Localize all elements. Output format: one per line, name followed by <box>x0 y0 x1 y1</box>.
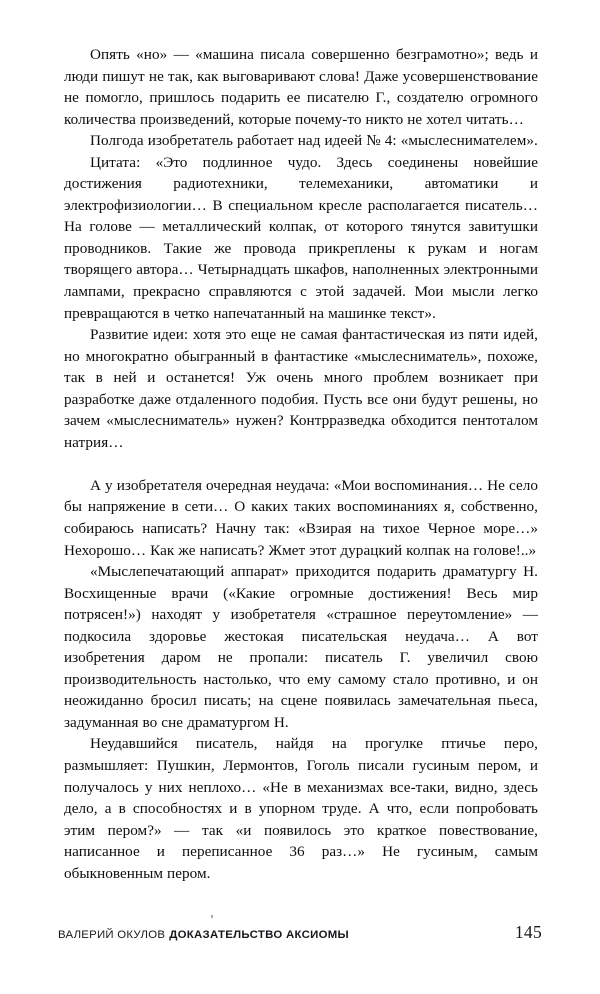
paragraph: А у изобретателя очередная неудача: «Мои воспоминания… Не село бы напряжение в сети… О каких таких воспоминаниях я, собственно, собираюсь написать? Начну так: «Взирая на тихое Черное море…» Нехорошо… Как же написать? Жмет этот дурацкий колпак на голове!..» <box>64 476 538 559</box>
paragraph: Развитие идеи: хотя это еще не самая фантастическая из пяти идей, но многократно обыгранный в фантастике «мыслесниматель», похоже, так в ней и останется! Уж очень много проблем возникает при разработке даже отдаленного подобия. Пусть все они будут решены, но зачем «мыслесниматель» нужен? Контрразведка обходится пентоталом натрия… <box>64 326 538 451</box>
footer-attribution <box>58 929 349 941</box>
body-text-column <box>64 44 538 884</box>
paragraph-block-separator <box>64 453 538 475</box>
print-speck-artifact <box>211 915 213 918</box>
paragraph: Неудавшийся писатель, найдя на прогулке птичье перо, размышляет: Пушкин, Лермонтов, Гоголь писали гусиным пером, и получалось у них неплохо… «Не в механизмах все-таки, видно, здесь дело, а в способностях и в упорном труде. А что, если попробовать этим пером?» — так «и появилось это краткое повествование, написанное и переписанное 36 раз…» Не гусиным, самым обыкновенным пером. <box>64 735 538 882</box>
running-footer <box>58 922 542 944</box>
paragraph: «Мыслепечатающий аппарат» приходится подарить драматургу Н. Восхищенные врачи («Какие огромные достижения! Весь мир потрясен!») находят у изобретателя «страшное переутомление» — подкосила здоровье жестокая писательская неудача… А вот изобретения даром не пропали: писатель Г. увеличил свою производительность настолько, что ему самому стало противно, и он неожиданно бросил писать; на сцене появилась замечательная пьеса, задуманная во сне драматургом Н. <box>64 563 538 731</box>
page-number: 145 <box>514 922 542 942</box>
footer-author: ВАЛЕРИЙ ОКУЛОВ <box>58 929 166 941</box>
footer-book-title: ДОКАЗАТЕЛЬСТВО АКСИОМЫ <box>169 929 350 941</box>
paragraph: Полгода изобретатель работает над идеей № 4: «мыслеснимателем». <box>90 132 538 150</box>
paragraph: Цитата: «Это подлинное чудо. Здесь соединены новейшие достижения радиотехники, телемеханики, автоматики и электрофизиологии… В специальном кресле располагается писатель… На голове — металлический колпак, от которого тянутся завитушки проводников. Такие же провода прикреплены к рукам и ногам творящего автора… Четырнадцать шкафов, наполненных электронными лампами, прекрасно справляются с этой задачей. Мои мысли легко превращаются в четко напечатанный на машинке текст». <box>64 153 538 322</box>
paragraph: Опять «но» — «машина писала совершенно безграмотно»; ведь и люди пишут не так, как выговаривают слова! Даже усовершенствование не помогло, пришлось подарить ее писателю Г., создателю огромного количества произведений, которые почему-то никто не хотел читать… <box>64 46 538 128</box>
